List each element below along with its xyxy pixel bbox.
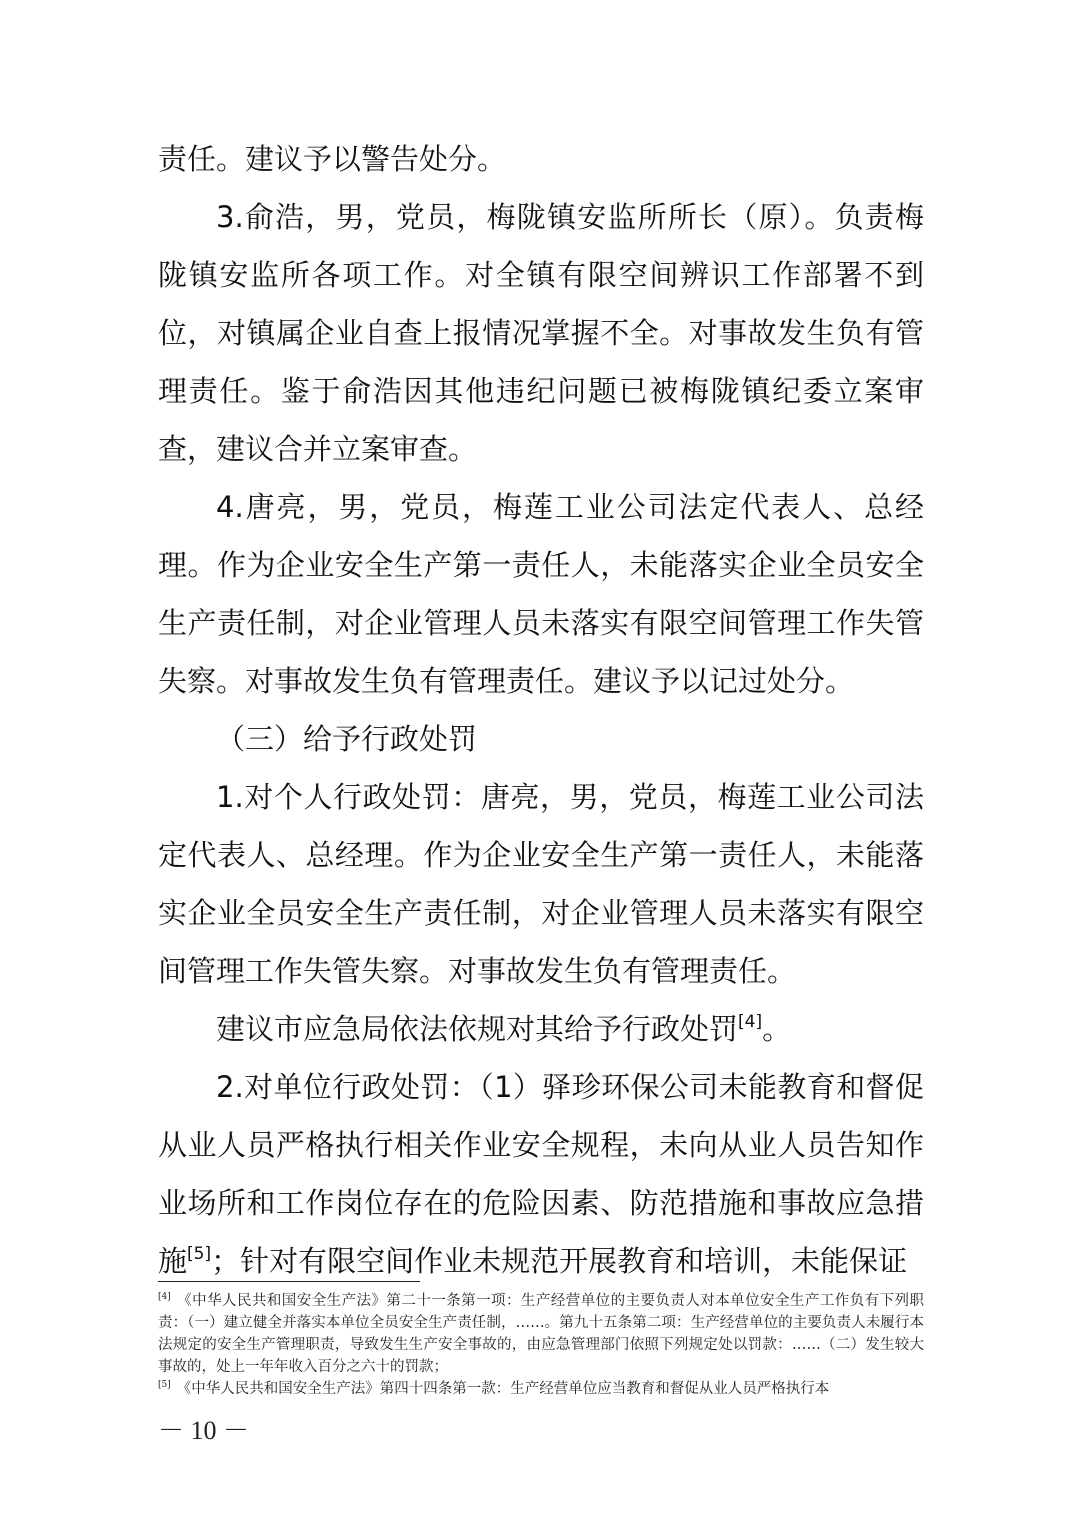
footnote-4-mark: [4] bbox=[158, 1292, 171, 1302]
paragraph-5-end: 。 bbox=[762, 1012, 792, 1046]
paragraph-6-text: 2.对单位行政处罚：（1）驿珍环保公司未能教育和督促从业人员严格执行相关作业安全规程，未向从业人员告知作业场所和工作岗位存在的危险因素、防范措施和事故应急措施 bbox=[158, 1070, 924, 1278]
footnote-5-text: 《中华人民共和国安全生产法》第四十四条第一款：生产经营单位应当教育和督促从业人员严格执行本 bbox=[176, 1381, 830, 1397]
footnote-4 bbox=[158, 1290, 924, 1378]
footnote-ref-5: [5] bbox=[187, 1244, 212, 1264]
footnote-ref-4: [4] bbox=[738, 1012, 763, 1032]
paragraph-3: 4.唐亮，男，党员，梅莲工业公司法定代表人、总经理。作为企业安全生产第一责任人，未能落实企业全员安全生产责任制，对企业管理人员未落实有限空间管理工作失管失察。对事故发生负有管理责任。建议予以记过处分。 bbox=[158, 490, 924, 698]
paragraph-6-end: ；针对有限空间作业未规范开展教育和培训，未能保证 bbox=[211, 1244, 908, 1278]
paragraph-4: 1.对个人行政处罚：唐亮，男，党员，梅莲工业公司法定代表人、总经理。作为企业安全生产第一责任人，未能落实企业全员安全生产责任制，对企业管理人员未落实有限空间管理工作失管失察。对事故发生负有管理责任。 bbox=[158, 780, 924, 988]
footnote-5 bbox=[158, 1378, 924, 1400]
paragraph-5-text: 建议市应急局依法依规对其给予行政处罚 bbox=[216, 1012, 739, 1046]
page-number: － 10 － bbox=[158, 1416, 250, 1445]
footnote-5-mark: [5] bbox=[158, 1380, 171, 1390]
paragraph-2: 3.俞浩，男，党员，梅陇镇安监所所长（原）。负责梅陇镇安监所各项工作。对全镇有限空间辨识工作部署不到位，对镇属企业自查上报情况掌握不全。对事故发生负有管理责任。鉴于俞浩因其他违纪问题已被梅陇镇纪委立案审查，建议合并立案审查。 bbox=[158, 200, 924, 466]
paragraph-5 bbox=[158, 1000, 924, 1058]
footnote-separator bbox=[158, 1281, 420, 1282]
body-text bbox=[158, 130, 924, 1290]
section-heading-3: （三）给予行政处罚 bbox=[216, 722, 478, 756]
paragraph-6 bbox=[158, 1058, 924, 1290]
footnote-4-text: 《中华人民共和国安全生产法》第二十一条第一项：生产经营单位的主要负责人对本单位安全生产工作负有下列职责：（一）建立健全并落实本单位全员安全生产责任制，……。第九十五条第二项：生产经营单位的主要负责人未履行本法规定的安全生产管理职责，导致发生生产安全事故的，由应急管理部门依照下列规定处以罚款：……（二）发生较大事故的，处上一年年收入百分之六十的罚款； bbox=[158, 1293, 924, 1375]
footnotes bbox=[158, 1290, 924, 1400]
paragraph-1: 责任。建议予以警告处分。 bbox=[158, 142, 507, 176]
